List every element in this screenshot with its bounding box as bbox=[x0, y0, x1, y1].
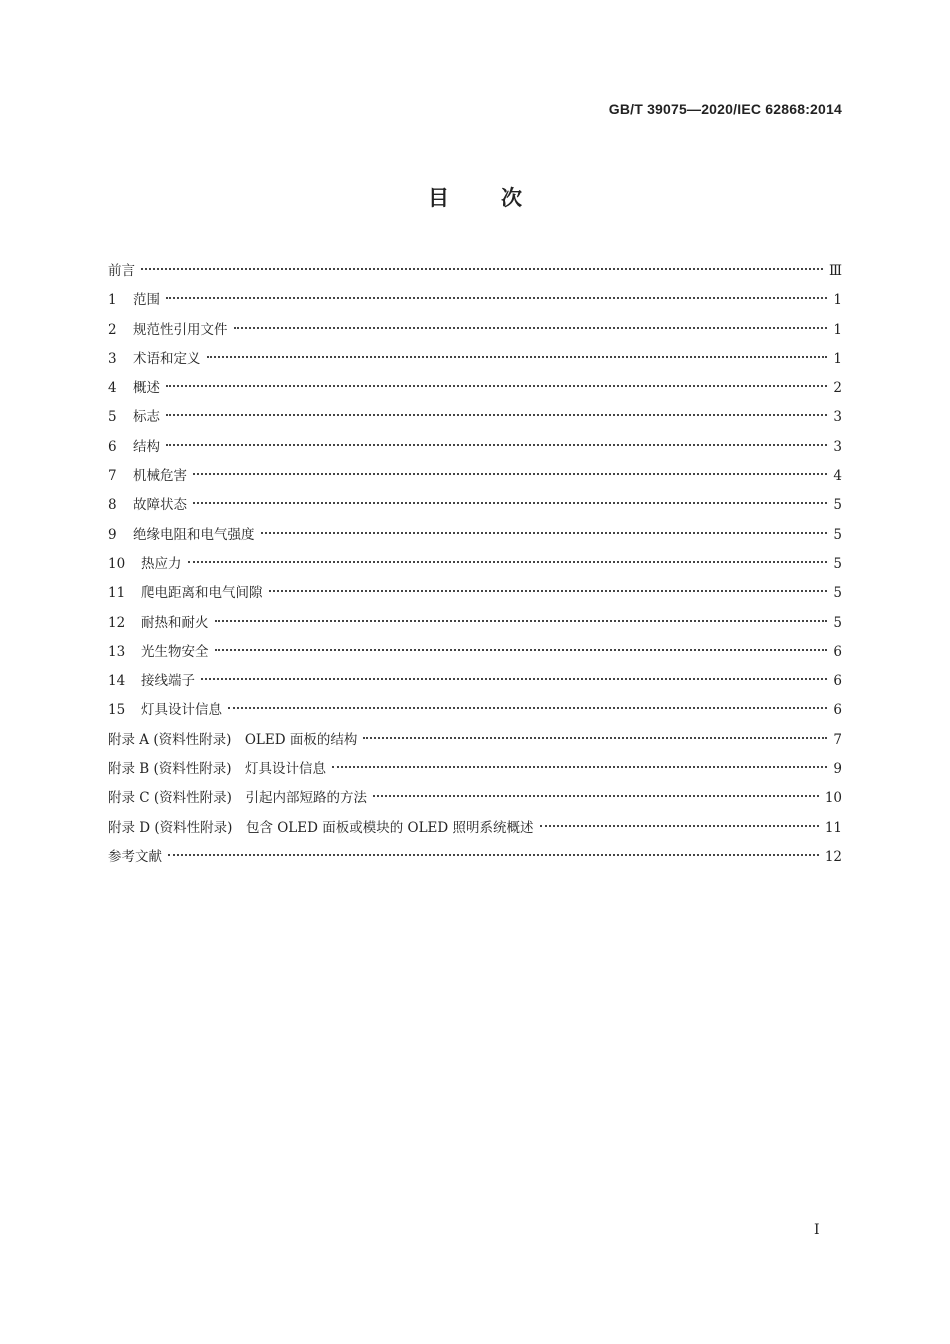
toc-entry[interactable] bbox=[108, 257, 842, 286]
toc-entry[interactable] bbox=[108, 696, 842, 725]
toc-entry-title: 光生物安全 bbox=[141, 643, 209, 660]
toc-entry-number: 10 bbox=[108, 555, 126, 572]
toc-entry-title: 概述 bbox=[133, 380, 160, 397]
toc-entry-title: 绝缘电阻和电气强度 bbox=[133, 526, 255, 543]
table-of-contents bbox=[108, 257, 842, 872]
toc-entry-page: 6 bbox=[833, 702, 842, 719]
toc-entry-number: 8 bbox=[108, 497, 117, 514]
toc-entry-page: 1 bbox=[833, 321, 842, 338]
toc-entry[interactable] bbox=[108, 433, 842, 462]
toc-entry-title: 附录 B (资料性附录) 灯具设计信息 bbox=[108, 761, 327, 778]
toc-entry-number: 12 bbox=[108, 614, 126, 631]
toc-entry-number: 9 bbox=[108, 526, 117, 543]
toc-entry[interactable] bbox=[108, 726, 842, 755]
toc-entry[interactable] bbox=[108, 843, 842, 872]
dot-leader bbox=[168, 854, 819, 856]
toc-entry-number: 14 bbox=[108, 673, 126, 690]
toc-entry-number: 2 bbox=[108, 321, 117, 338]
toc-entry-title: 故障状态 bbox=[133, 497, 187, 514]
dot-leader bbox=[207, 356, 828, 358]
toc-entry-page: 2 bbox=[833, 380, 842, 397]
toc-entry-title: 规范性引用文件 bbox=[133, 321, 228, 338]
dot-leader bbox=[215, 620, 828, 622]
page-title bbox=[0, 182, 950, 212]
toc-entry-page: 3 bbox=[833, 409, 842, 426]
dot-leader bbox=[234, 327, 828, 329]
dot-leader bbox=[166, 444, 827, 446]
toc-entry-title: 附录 A (资料性附录) OLED 面板的结构 bbox=[108, 731, 358, 748]
dot-leader bbox=[166, 385, 827, 387]
toc-entry[interactable] bbox=[108, 755, 842, 784]
toc-entry-page: 9 bbox=[833, 761, 842, 778]
toc-entry-number: 11 bbox=[108, 585, 126, 602]
dot-leader bbox=[373, 795, 819, 797]
toc-entry-number: 3 bbox=[108, 350, 117, 367]
toc-entry-title: 热应力 bbox=[141, 555, 182, 572]
toc-entry-page: 1 bbox=[833, 292, 842, 309]
toc-entry-title: 标志 bbox=[133, 409, 160, 426]
toc-entry[interactable] bbox=[108, 374, 842, 403]
toc-entry-number: 13 bbox=[108, 643, 126, 660]
toc-entry-number: 4 bbox=[108, 380, 117, 397]
toc-entry[interactable] bbox=[108, 638, 842, 667]
dot-leader bbox=[215, 649, 828, 651]
page-number: I bbox=[814, 1222, 820, 1238]
dot-leader bbox=[332, 766, 827, 768]
toc-entry-page: 11 bbox=[824, 819, 842, 836]
toc-entry-title: 耐热和耐火 bbox=[141, 614, 209, 631]
toc-entry[interactable] bbox=[108, 784, 842, 813]
toc-entry-number: 1 bbox=[108, 292, 117, 309]
toc-entry-title: 机械危害 bbox=[133, 468, 187, 485]
dot-leader bbox=[228, 707, 827, 709]
toc-entry[interactable] bbox=[108, 814, 842, 843]
dot-leader bbox=[363, 737, 827, 739]
dot-leader bbox=[193, 502, 827, 504]
dot-leader bbox=[269, 590, 828, 592]
toc-entry-page: 6 bbox=[833, 673, 842, 690]
toc-entry-page: 5 bbox=[833, 614, 842, 631]
toc-entry-page: 5 bbox=[833, 585, 842, 602]
toc-entry[interactable] bbox=[108, 550, 842, 579]
dot-leader bbox=[166, 414, 827, 416]
toc-entry-number: 7 bbox=[108, 468, 117, 485]
dot-leader bbox=[201, 678, 827, 680]
dot-leader bbox=[188, 561, 828, 563]
toc-entry-title: 结构 bbox=[133, 438, 160, 455]
toc-entry[interactable] bbox=[108, 462, 842, 491]
toc-entry[interactable] bbox=[108, 286, 842, 315]
toc-entry-page: 3 bbox=[833, 438, 842, 455]
toc-entry[interactable] bbox=[108, 491, 842, 520]
toc-entry-page: 5 bbox=[833, 555, 842, 572]
toc-entry-number: 5 bbox=[108, 409, 117, 426]
dot-leader bbox=[166, 297, 827, 299]
standard-number: GB/T 39075—2020/IEC 62868:2014 bbox=[608, 101, 842, 117]
toc-entry-title: 附录 C (资料性附录) 引起内部短路的方法 bbox=[108, 790, 367, 807]
toc-entry[interactable] bbox=[108, 521, 842, 550]
dot-leader bbox=[193, 473, 827, 475]
title-char: 目 bbox=[428, 186, 449, 210]
toc-entry-number: 6 bbox=[108, 438, 117, 455]
toc-entry[interactable] bbox=[108, 403, 842, 432]
toc-entry-page: 6 bbox=[833, 643, 842, 660]
toc-entry-number: 15 bbox=[108, 702, 126, 719]
toc-entry-page: 5 bbox=[833, 526, 842, 543]
toc-entry-title: 爬电距离和电气间隙 bbox=[141, 585, 263, 602]
toc-entry-title: 附录 D (资料性附录) 包含 OLED 面板或模块的 OLED 照明系统概述 bbox=[108, 819, 534, 836]
toc-entry[interactable] bbox=[108, 609, 842, 638]
toc-entry-title: 参考文献 bbox=[108, 848, 162, 865]
toc-entry-page: Ⅲ bbox=[828, 263, 842, 279]
dot-leader bbox=[261, 532, 828, 534]
toc-entry-title: 接线端子 bbox=[141, 673, 195, 690]
toc-entry-title: 范围 bbox=[133, 292, 160, 309]
toc-entry-page: 7 bbox=[833, 731, 842, 748]
toc-entry[interactable] bbox=[108, 345, 842, 374]
toc-entry-title: 前言 bbox=[108, 263, 135, 279]
toc-entry-page: 1 bbox=[833, 350, 842, 367]
toc-entry-page: 12 bbox=[824, 848, 842, 865]
toc-entry-page: 5 bbox=[833, 497, 842, 514]
toc-entry-title: 术语和定义 bbox=[133, 350, 201, 367]
toc-entry-page: 10 bbox=[824, 790, 842, 807]
toc-entry[interactable] bbox=[108, 316, 842, 345]
toc-entry[interactable] bbox=[108, 667, 842, 696]
dot-leader bbox=[141, 268, 823, 270]
toc-entry-page: 4 bbox=[833, 468, 842, 485]
title-char: 次 bbox=[501, 186, 522, 210]
dot-leader bbox=[540, 825, 819, 827]
toc-entry[interactable] bbox=[108, 579, 842, 608]
toc-entry-title: 灯具设计信息 bbox=[141, 702, 222, 719]
